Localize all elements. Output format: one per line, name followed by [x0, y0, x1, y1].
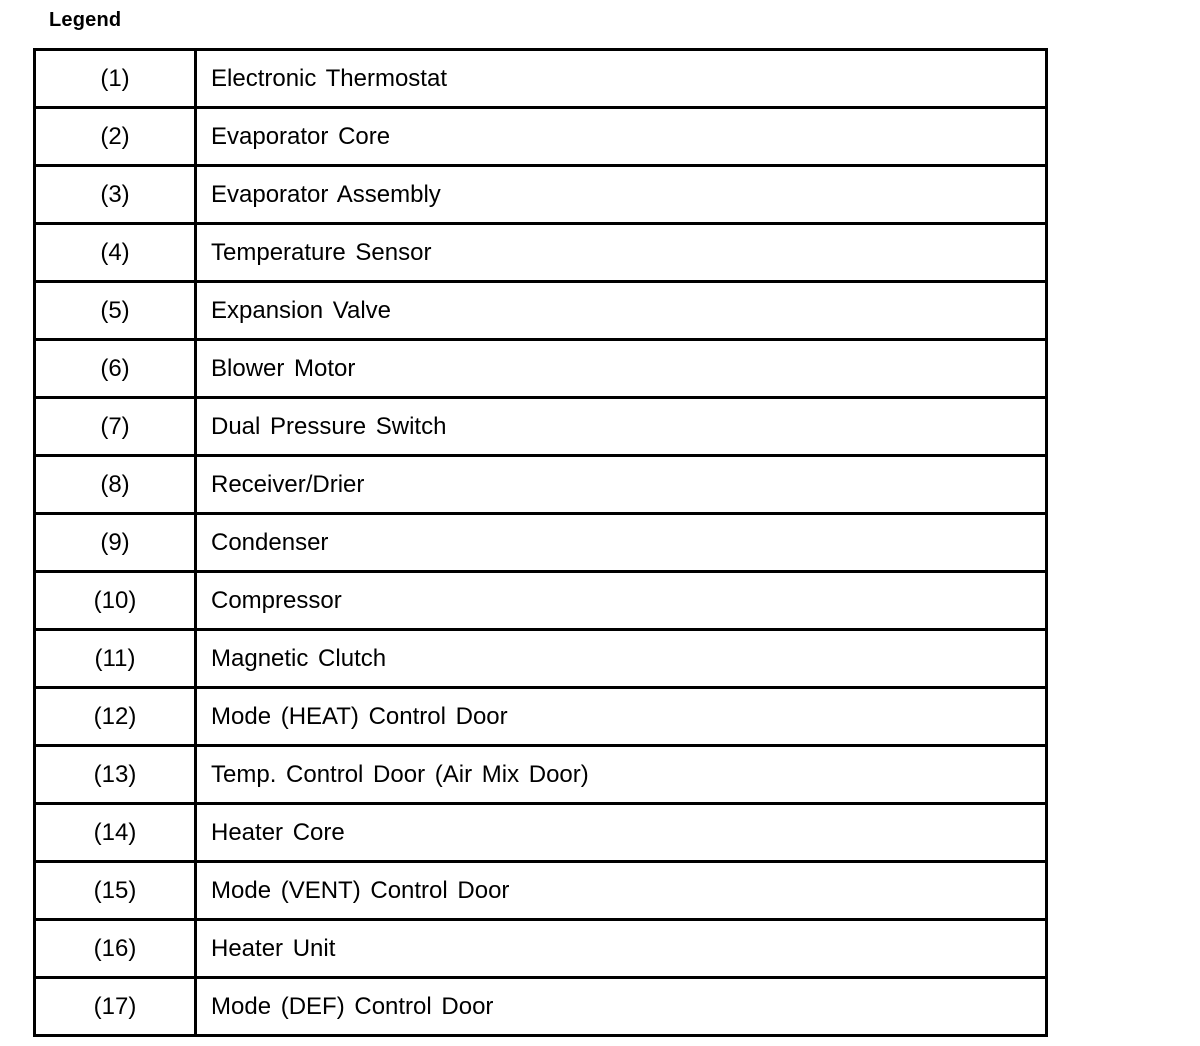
legend-item-label: Evaporator Core — [196, 108, 1047, 166]
legend-item-label: Heater Core — [196, 804, 1047, 862]
legend-item-number: (5) — [35, 282, 196, 340]
legend-item-number: (12) — [35, 688, 196, 746]
table-row — [35, 862, 1047, 920]
legend-item-label: Mode (DEF) Control Door — [196, 978, 1047, 1036]
legend-item-number: (15) — [35, 862, 196, 920]
legend-item-label: Receiver/Drier — [196, 456, 1047, 514]
legend-item-number: (6) — [35, 340, 196, 398]
legend-item-label: Magnetic Clutch — [196, 630, 1047, 688]
legend-table — [33, 48, 1048, 1037]
legend-item-number: (3) — [35, 166, 196, 224]
table-row — [35, 282, 1047, 340]
table-row — [35, 630, 1047, 688]
table-row — [35, 978, 1047, 1036]
legend-item-number: (11) — [35, 630, 196, 688]
legend-item-label: Compressor — [196, 572, 1047, 630]
legend-item-label: Heater Unit — [196, 920, 1047, 978]
legend-item-label: Mode (HEAT) Control Door — [196, 688, 1047, 746]
legend-item-number: (8) — [35, 456, 196, 514]
legend-item-number: (14) — [35, 804, 196, 862]
legend-item-number: (9) — [35, 514, 196, 572]
legend-item-number: (13) — [35, 746, 196, 804]
legend-item-label: Blower Motor — [196, 340, 1047, 398]
legend-item-label: Evaporator Assembly — [196, 166, 1047, 224]
legend-item-label: Mode (VENT) Control Door — [196, 862, 1047, 920]
legend-table-body — [35, 50, 1047, 1036]
legend-item-number: (2) — [35, 108, 196, 166]
table-row — [35, 514, 1047, 572]
legend-item-label: Dual Pressure Switch — [196, 398, 1047, 456]
table-row — [35, 398, 1047, 456]
table-row — [35, 572, 1047, 630]
legend-item-label: Expansion Valve — [196, 282, 1047, 340]
table-row — [35, 804, 1047, 862]
legend-item-label: Temperature Sensor — [196, 224, 1047, 282]
legend-item-label: Condenser — [196, 514, 1047, 572]
legend-item-number: (16) — [35, 920, 196, 978]
legend-item-number: (1) — [35, 50, 196, 108]
table-row — [35, 920, 1047, 978]
table-row — [35, 340, 1047, 398]
legend-item-number: (10) — [35, 572, 196, 630]
table-row — [35, 166, 1047, 224]
table-row — [35, 224, 1047, 282]
legend-title: Legend — [49, 9, 122, 31]
legend-item-label: Temp. Control Door (Air Mix Door) — [196, 746, 1047, 804]
table-row — [35, 108, 1047, 166]
table-row — [35, 50, 1047, 108]
legend-item-number: (4) — [35, 224, 196, 282]
table-row — [35, 746, 1047, 804]
legend-item-number: (17) — [35, 978, 196, 1036]
table-row — [35, 688, 1047, 746]
table-row — [35, 456, 1047, 514]
legend-item-label: Electronic Thermostat — [196, 50, 1047, 108]
legend-item-number: (7) — [35, 398, 196, 456]
